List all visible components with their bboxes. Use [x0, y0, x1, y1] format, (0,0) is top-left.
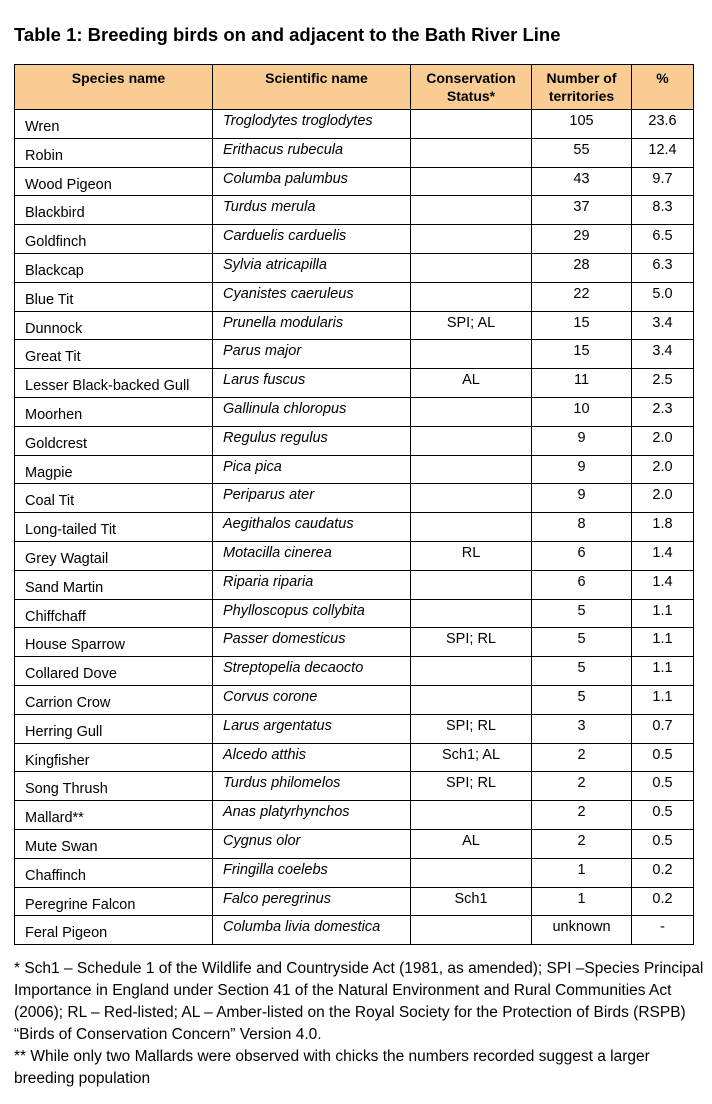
cell-conservation-status: [411, 167, 532, 196]
cell-number-of-territories: 55: [532, 138, 632, 167]
cell-conservation-status: SPI; RL: [411, 628, 532, 657]
table-row: [15, 196, 694, 225]
cell-number-of-territories: 2: [532, 772, 632, 801]
header-number-line1: Number of: [546, 70, 617, 86]
cell-species: Kingfisher: [15, 743, 213, 772]
cell-conservation-status: AL: [411, 829, 532, 858]
cell-scientific-name: Carduelis carduelis: [213, 225, 411, 254]
cell-number-of-territories: 10: [532, 397, 632, 426]
cell-conservation-status: [411, 426, 532, 455]
cell-number-of-territories: 1: [532, 887, 632, 916]
cell-percent: 9.7: [632, 167, 694, 196]
cell-species: Great Tit: [15, 340, 213, 369]
cell-scientific-name: Anas platyrhynchos: [213, 801, 411, 830]
cell-species: House Sparrow: [15, 628, 213, 657]
cell-number-of-territories: 15: [532, 340, 632, 369]
cell-percent: 1.8: [632, 513, 694, 542]
cell-species: Mallard**: [15, 801, 213, 830]
cell-percent: 1.1: [632, 657, 694, 686]
cell-conservation-status: [411, 138, 532, 167]
header-percent: %: [632, 65, 694, 110]
cell-number-of-territories: 22: [532, 282, 632, 311]
cell-number-of-territories: 15: [532, 311, 632, 340]
cell-number-of-territories: 2: [532, 743, 632, 772]
cell-species: Sand Martin: [15, 570, 213, 599]
cell-number-of-territories: 37: [532, 196, 632, 225]
table-row: [15, 225, 694, 254]
cell-percent: 0.7: [632, 714, 694, 743]
table-row: [15, 541, 694, 570]
cell-conservation-status: SPI; AL: [411, 311, 532, 340]
cell-conservation-status: SPI; RL: [411, 714, 532, 743]
header-number-of-territories: [532, 65, 632, 110]
cell-conservation-status: [411, 599, 532, 628]
cell-scientific-name: Fringilla coelebs: [213, 858, 411, 887]
cell-percent: 6.5: [632, 225, 694, 254]
table-row: [15, 887, 694, 916]
cell-percent: 3.4: [632, 311, 694, 340]
table-row: [15, 167, 694, 196]
cell-scientific-name: Cyanistes caeruleus: [213, 282, 411, 311]
table-row: [15, 916, 694, 945]
cell-number-of-territories: 5: [532, 657, 632, 686]
table-row: [15, 570, 694, 599]
cell-species: Lesser Black-backed Gull: [15, 369, 213, 398]
cell-scientific-name: Prunella modularis: [213, 311, 411, 340]
cell-species: Blue Tit: [15, 282, 213, 311]
table-row: [15, 110, 694, 139]
cell-percent: 8.3: [632, 196, 694, 225]
breeding-birds-table: [14, 64, 694, 945]
cell-number-of-territories: 9: [532, 426, 632, 455]
cell-species: Dunnock: [15, 311, 213, 340]
cell-species: Feral Pigeon: [15, 916, 213, 945]
cell-scientific-name: Phylloscopus collybita: [213, 599, 411, 628]
header-conservation-status-line2: Status*: [446, 88, 496, 104]
cell-species: Chiffchaff: [15, 599, 213, 628]
cell-percent: 2.0: [632, 484, 694, 513]
header-conservation-status: [411, 65, 532, 110]
cell-percent: 2.5: [632, 369, 694, 398]
header-scientific-name: Scientific name: [213, 65, 411, 110]
header-number-line2: territories: [548, 88, 615, 104]
cell-conservation-status: Sch1; AL: [411, 743, 532, 772]
cell-number-of-territories: 9: [532, 484, 632, 513]
cell-percent: 0.5: [632, 801, 694, 830]
header-conservation-status-line1: Conservation: [426, 70, 516, 86]
cell-conservation-status: [411, 801, 532, 830]
table-row: [15, 513, 694, 542]
footnotes: [14, 958, 704, 1090]
table-row: [15, 426, 694, 455]
cell-conservation-status: [411, 397, 532, 426]
cell-percent: 2.0: [632, 455, 694, 484]
table-row: [15, 685, 694, 714]
table-row: [15, 397, 694, 426]
table-row: [15, 772, 694, 801]
cell-conservation-status: Sch1: [411, 887, 532, 916]
cell-species: Wren: [15, 110, 213, 139]
table-row: [15, 282, 694, 311]
table-title: Table 1: Breeding birds on and adjacent to the Bath River Line: [14, 24, 561, 45]
cell-conservation-status: RL: [411, 541, 532, 570]
table-row: [15, 743, 694, 772]
cell-scientific-name: Cygnus olor: [213, 829, 411, 858]
cell-number-of-territories: 5: [532, 685, 632, 714]
table-row: [15, 253, 694, 282]
cell-conservation-status: [411, 282, 532, 311]
cell-species: Chaffinch: [15, 858, 213, 887]
table-row: [15, 628, 694, 657]
cell-conservation-status: [411, 916, 532, 945]
cell-conservation-status: AL: [411, 369, 532, 398]
cell-number-of-territories: 2: [532, 829, 632, 858]
cell-number-of-territories: 6: [532, 570, 632, 599]
table-body: [15, 110, 694, 945]
cell-number-of-territories: 2: [532, 801, 632, 830]
cell-percent: 6.3: [632, 253, 694, 282]
cell-species: Blackcap: [15, 253, 213, 282]
cell-species: Blackbird: [15, 196, 213, 225]
table-row: [15, 858, 694, 887]
cell-number-of-territories: 11: [532, 369, 632, 398]
cell-percent: 5.0: [632, 282, 694, 311]
cell-percent: 23.6: [632, 110, 694, 139]
cell-species: Goldcrest: [15, 426, 213, 455]
cell-species: Carrion Crow: [15, 685, 213, 714]
cell-percent: 0.2: [632, 887, 694, 916]
table-row: [15, 599, 694, 628]
cell-scientific-name: Pica pica: [213, 455, 411, 484]
cell-percent: 2.3: [632, 397, 694, 426]
cell-number-of-territories: 9: [532, 455, 632, 484]
cell-percent: 2.0: [632, 426, 694, 455]
cell-scientific-name: Columba palumbus: [213, 167, 411, 196]
cell-conservation-status: SPI; RL: [411, 772, 532, 801]
cell-percent: 1.4: [632, 541, 694, 570]
cell-species: Coal Tit: [15, 484, 213, 513]
table-row: [15, 369, 694, 398]
cell-number-of-territories: 8: [532, 513, 632, 542]
cell-scientific-name: Motacilla cinerea: [213, 541, 411, 570]
cell-scientific-name: Falco peregrinus: [213, 887, 411, 916]
cell-species: Moorhen: [15, 397, 213, 426]
footnote-mallard: ** While only two Mallards were observed with chicks the numbers recorded suggest a larger breeding population: [14, 1048, 650, 1087]
footnote-conservation-status: * Sch1 – Schedule 1 of the Wildlife and Countryside Act (1981, as amended); SPI –Species Principal Importance in England under Section 41 of the Natural Environment and Rural Communities Act (2006); RL – Red-listed; AL – Amber-listed on the Royal Society for the Protection of Birds (RSPB) “Birds of Conservation Concern” Version 4.0.: [14, 960, 704, 1043]
cell-scientific-name: Sylvia atricapilla: [213, 253, 411, 282]
cell-conservation-status: [411, 340, 532, 369]
cell-conservation-status: [411, 513, 532, 542]
cell-percent: 1.4: [632, 570, 694, 599]
table-row: [15, 714, 694, 743]
cell-scientific-name: Gallinula chloropus: [213, 397, 411, 426]
table-row: [15, 340, 694, 369]
cell-scientific-name: Larus fuscus: [213, 369, 411, 398]
cell-number-of-territories: 5: [532, 628, 632, 657]
cell-percent: 1.1: [632, 628, 694, 657]
table-row: [15, 311, 694, 340]
cell-percent: -: [632, 916, 694, 945]
cell-number-of-territories: 6: [532, 541, 632, 570]
cell-species: Mute Swan: [15, 829, 213, 858]
cell-scientific-name: Riparia riparia: [213, 570, 411, 599]
cell-percent: 3.4: [632, 340, 694, 369]
cell-scientific-name: Passer domesticus: [213, 628, 411, 657]
cell-scientific-name: Erithacus rubecula: [213, 138, 411, 167]
table-row: [15, 138, 694, 167]
cell-number-of-territories: unknown: [532, 916, 632, 945]
cell-number-of-territories: 28: [532, 253, 632, 282]
cell-percent: 0.5: [632, 743, 694, 772]
cell-percent: 0.2: [632, 858, 694, 887]
cell-scientific-name: Turdus merula: [213, 196, 411, 225]
cell-scientific-name: Aegithalos caudatus: [213, 513, 411, 542]
cell-scientific-name: Troglodytes troglodytes: [213, 110, 411, 139]
cell-species: Robin: [15, 138, 213, 167]
cell-number-of-territories: 1: [532, 858, 632, 887]
cell-species: Herring Gull: [15, 714, 213, 743]
cell-scientific-name: Periparus ater: [213, 484, 411, 513]
table-row: [15, 455, 694, 484]
table-row: [15, 829, 694, 858]
cell-scientific-name: Regulus regulus: [213, 426, 411, 455]
cell-percent: 1.1: [632, 685, 694, 714]
cell-number-of-territories: 5: [532, 599, 632, 628]
cell-species: Wood Pigeon: [15, 167, 213, 196]
cell-scientific-name: Alcedo atthis: [213, 743, 411, 772]
cell-species: Song Thrush: [15, 772, 213, 801]
cell-number-of-territories: 43: [532, 167, 632, 196]
table-row: [15, 801, 694, 830]
table-row: [15, 657, 694, 686]
cell-species: Magpie: [15, 455, 213, 484]
table-header-row: [15, 65, 694, 110]
cell-conservation-status: [411, 110, 532, 139]
cell-species: Grey Wagtail: [15, 541, 213, 570]
cell-percent: 1.1: [632, 599, 694, 628]
cell-conservation-status: [411, 196, 532, 225]
cell-conservation-status: [411, 657, 532, 686]
cell-percent: 0.5: [632, 829, 694, 858]
cell-conservation-status: [411, 685, 532, 714]
cell-number-of-territories: 29: [532, 225, 632, 254]
cell-scientific-name: Streptopelia decaocto: [213, 657, 411, 686]
cell-species: Peregrine Falcon: [15, 887, 213, 916]
cell-conservation-status: [411, 858, 532, 887]
cell-percent: 12.4: [632, 138, 694, 167]
cell-scientific-name: Larus argentatus: [213, 714, 411, 743]
cell-percent: 0.5: [632, 772, 694, 801]
cell-conservation-status: [411, 225, 532, 254]
cell-conservation-status: [411, 455, 532, 484]
cell-number-of-territories: 3: [532, 714, 632, 743]
cell-species: Long-tailed Tit: [15, 513, 213, 542]
header-species-name: Species name: [15, 65, 213, 110]
cell-species: Goldfinch: [15, 225, 213, 254]
cell-scientific-name: Parus major: [213, 340, 411, 369]
cell-scientific-name: Turdus philomelos: [213, 772, 411, 801]
cell-scientific-name: Columba livia domestica: [213, 916, 411, 945]
cell-conservation-status: [411, 570, 532, 599]
cell-scientific-name: Corvus corone: [213, 685, 411, 714]
cell-species: Collared Dove: [15, 657, 213, 686]
cell-number-of-territories: 105: [532, 110, 632, 139]
table-row: [15, 484, 694, 513]
cell-conservation-status: [411, 253, 532, 282]
cell-conservation-status: [411, 484, 532, 513]
